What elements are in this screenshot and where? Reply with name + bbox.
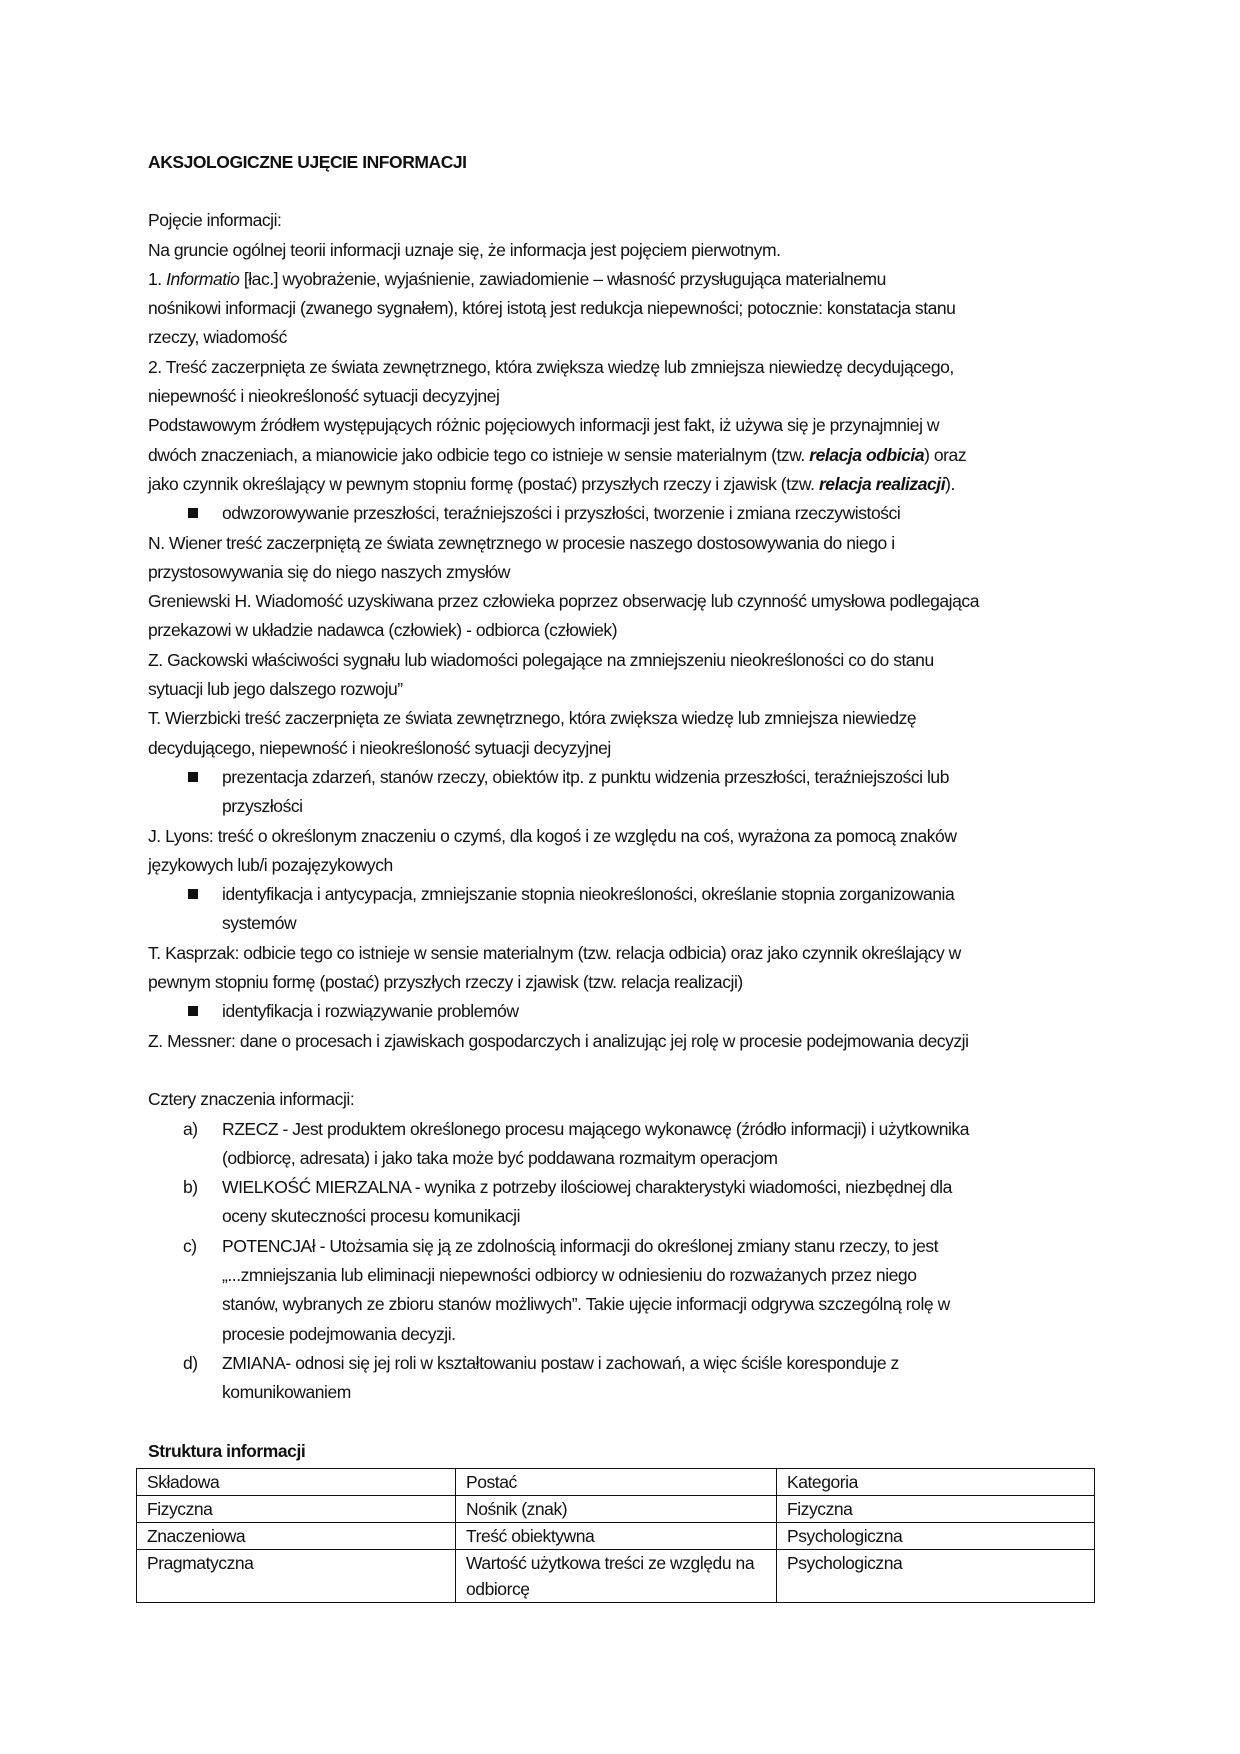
header-cell: Kategoria: [777, 1469, 1095, 1496]
paragraph-line: T. Kasprzak: odbicie tego co istnieje w sensie materialnym (tzw. relacja odbicia) oraz jako czynnik określający w: [148, 942, 961, 963]
list-item: [148, 1320, 1108, 1349]
text: POTENCJAł - Utożsamia się ją ze zdolnością informacji do określonej zmiany stanu rzeczy, to jest: [222, 1235, 939, 1256]
paragraph-line: rzeczy, wiadomość: [148, 327, 287, 348]
text: procesie podejmowania decyzji.: [222, 1323, 456, 1344]
list-item: [148, 1173, 1108, 1202]
paragraph-line: przekazowi w układzie nadawca (człowiek) - odbiorca (człowiek): [148, 620, 618, 641]
paragraph-line: przystosowywania się do niego naszych zmysłów: [148, 561, 510, 582]
text: [łac.] wyobrażenie, wyjaśnienie, zawiadomienie – własność przysługująca materialnemu: [239, 268, 886, 289]
table-cell: Fizyczna: [777, 1496, 1095, 1523]
paragraph-line: Greniewski H. Wiadomość uzyskiwana przez człowieka poprzez obserwację lub czynność umysłowa podlegająca: [148, 591, 979, 612]
bullet-continuation: przyszłości: [222, 796, 303, 817]
list-item: [148, 1290, 1108, 1319]
italic-term: Informatio: [166, 268, 240, 289]
structure-table: [136, 1468, 1095, 1603]
paragraph-line: pewnym stopniu formę (postać) przyszłych rzeczy i zjawisk (tzw. relacja realizacji): [148, 972, 743, 993]
text: dwóch znaczeniach, a mianowicie jako odbicie tego co istnieje w sensie materialnym (tzw.: [148, 444, 810, 465]
paragraph-line: Podstawowym źródłem występujących różnic pojęciowych informacji jest fakt, iż używa się je przynajmniej w: [148, 415, 940, 436]
table-cell: Psychologiczna: [777, 1550, 1095, 1603]
text: „...zmniejszania lub eliminacji niepewności odbiorcy w odniesieniu do rozważanych przez niego: [222, 1264, 917, 1285]
paragraph-line: 2. Treść zaczerpnięta ze świata zewnętrznego, która zwiększa wiedzę lub zmniejsza niewiedzę decydującego,: [148, 356, 954, 377]
emphasis: relacja realizacji: [818, 473, 946, 494]
table-row: [137, 1523, 1095, 1550]
header-cell: Składowa: [137, 1469, 456, 1496]
paragraph-line: Z. Messner: dane o procesach i zjawiskach gospodarczych i analizując jej rolę w procesie podejmowania decyzji: [148, 1030, 969, 1051]
table-cell: Psychologiczna: [777, 1523, 1095, 1550]
emphasis: relacja odbicia: [809, 444, 925, 465]
text: jako czynnik określający w pewnym stopniu formę (postać) przyszłych rzeczy i zjawisk (tzw.: [148, 473, 819, 494]
bullet-item: [148, 997, 1108, 1026]
section-heading: Struktura informacji: [148, 1440, 306, 1461]
bullet-item: [148, 499, 1108, 528]
paragraph: Na gruncie ogólnej teorii informacji uznaje się, że informacja jest pojęciem pierwotnym.: [148, 239, 781, 260]
text: ) oraz: [924, 444, 967, 465]
table-cell: Pragmatyczna: [137, 1550, 456, 1603]
list-item: [148, 1349, 1108, 1378]
paragraph-line: N. Wiener treść zaczerpniętą ze świata zewnętrznego w procesie naszego dostosowywania do niego i: [148, 532, 895, 553]
paragraph-line: T. Wierzbicki treść zaczerpnięta ze świata zewnętrznego, która zwiększa wiedzę lub zmniejsza niewiedzę: [148, 708, 917, 729]
header-cell: Postać: [456, 1469, 777, 1496]
paragraph-line: [148, 441, 1108, 470]
document-page: [148, 148, 1108, 1603]
table-header-row: [137, 1469, 1095, 1496]
list-marker: a): [183, 1118, 198, 1139]
table-cell: Wartość użytkowa treści ze względu na odbiorcę: [456, 1550, 777, 1603]
text: WIELKOŚĆ MIERZALNA - wynika z potrzeby ilościowej charakterystyki wiadomości, niezbędnej dla: [222, 1177, 952, 1198]
text: odwzorowywanie przeszłości, teraźniejszości i przyszłości, tworzenie i zmiana rzeczywistości: [222, 503, 901, 524]
list-item: [148, 1378, 1108, 1407]
square-bullet-icon: [188, 1006, 198, 1016]
list-item: [148, 1144, 1108, 1173]
paragraph-line: sytuacji lub jego dalszego rozwoju”: [148, 679, 403, 700]
bullet-item: [148, 763, 1108, 792]
section-heading: Pojęcie informacji:: [148, 210, 282, 231]
list-marker: b): [183, 1177, 198, 1198]
table-cell: Znaczeniowa: [137, 1523, 456, 1550]
text: identyfikacja i rozwiązywanie problemów: [222, 1001, 519, 1022]
paragraph-line: J. Lyons: treść o określonym znaczeniu o czymś, dla kogoś i ze względu na coś, wyrażona za pomocą znaków: [148, 825, 957, 846]
document-title: AKSJOLOGICZNE UJĘCIE INFORMACJI: [148, 152, 467, 172]
paragraph-line: niepewność i nieokreśloność sytuacji decyzyjnej: [148, 386, 500, 407]
list-item: [148, 1261, 1108, 1290]
section-heading: Cztery znaczenia informacji:: [148, 1089, 355, 1110]
list-marker: c): [183, 1235, 197, 1256]
paragraph-line: decydującego, niepewność i nieokreśloność sytuacji decyzyjnej: [148, 737, 611, 758]
bullet-item: [148, 880, 1108, 909]
text: ).: [945, 473, 955, 494]
list-item: [148, 1202, 1108, 1231]
text: prezentacja zdarzeń, stanów rzeczy, obiektów itp. z punktu widzenia przeszłości, teraźniejszości lub: [222, 766, 949, 787]
paragraph-line: nośnikowi informacji (zwanego sygnałem), której istotą jest redukcja niepewności; potocznie: konstatacja stanu: [148, 298, 956, 319]
text: ZMIANA- odnosi się jej roli w kształtowaniu postaw i zachowań, a więc ściśle koresponduje z: [222, 1352, 899, 1373]
text: komunikowaniem: [222, 1382, 351, 1403]
square-bullet-icon: [188, 508, 198, 518]
number: 1.: [148, 268, 167, 289]
table-row: [137, 1496, 1095, 1523]
text: RZECZ - Jest produktem określonego procesu mającego wykonawcę (źródło informacji) i użytkownika: [222, 1118, 970, 1139]
text: (odbiorcę, adresata) i jako taka może być poddawana rozmaitym operacjom: [222, 1147, 778, 1168]
text: oceny skuteczności procesu komunikacji: [222, 1206, 521, 1227]
list-item: [148, 1115, 1108, 1144]
table-row: [137, 1550, 1095, 1603]
list-item: [148, 1232, 1108, 1261]
paragraph: [148, 265, 1108, 294]
paragraph-line: językowych lub/i pozajęzykowych: [148, 854, 393, 875]
text: stanów, wybranych ze zbioru stanów możliwych”. Takie ujęcie informacji odgrywa szczególną rolę w: [222, 1294, 950, 1315]
square-bullet-icon: [188, 772, 198, 782]
table-cell: Nośnik (znak): [456, 1496, 777, 1523]
table-cell: Treść obiektywna: [456, 1523, 777, 1550]
paragraph-line: Z. Gackowski właściwości sygnału lub wiadomości polegające na zmniejszeniu nieokreśloności co do stanu: [148, 649, 934, 670]
meanings-list: [148, 1115, 1108, 1408]
square-bullet-icon: [188, 889, 198, 899]
text: identyfikacja i antycypacja, zmniejszanie stopnia nieokreśloności, określanie stopnia zorganizowania: [222, 884, 955, 905]
paragraph-line: [148, 470, 1108, 499]
list-marker: d): [183, 1352, 198, 1373]
bullet-continuation: systemów: [222, 913, 297, 934]
table-cell: Fizyczna: [137, 1496, 456, 1523]
